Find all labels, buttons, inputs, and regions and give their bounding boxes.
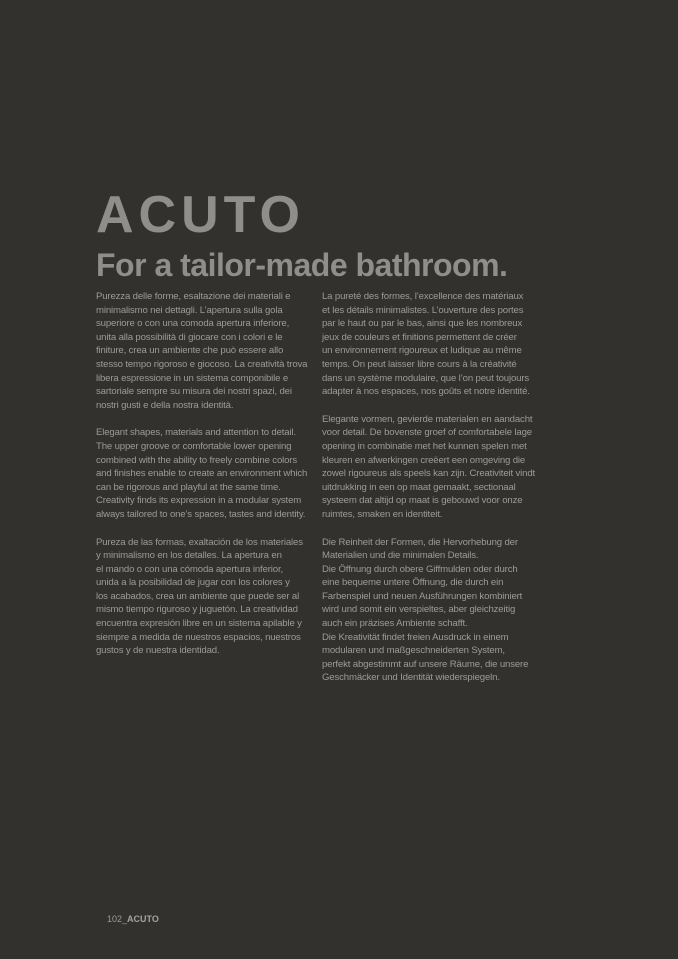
paragraph-german — [322, 536, 534, 686]
text-line: uitdrukking in een op maat gemaakt, sectionaal — [322, 481, 516, 493]
text-line: stesso tempo rigoroso e giocoso. La creatività trova — [96, 358, 308, 370]
right-text-column — [322, 290, 534, 699]
text-line: dans un système modulaire, que l’on peut toujours — [322, 372, 530, 384]
text-line: superiore o con una comoda apertura inferiore, — [96, 318, 290, 330]
text-line: Creativity finds its expression in a modular system — [96, 495, 302, 507]
text-line: voor detail. De bovenste groef of comfortabele lage — [322, 427, 532, 439]
text-line: Materialien und die minimalen Details. — [322, 550, 479, 562]
text-line: systeem dat altijd op maat is gebouwd voor onze — [322, 495, 523, 507]
footer-brand: ACUTO — [127, 914, 159, 924]
text-line: los acabados, crea un ambiente que puede ser al — [96, 590, 300, 602]
text-line: mismo tiempo riguroso y juguetón. La creatividad — [96, 604, 298, 616]
text-line: Pureza de las formas, exaltación de los materiales — [96, 536, 303, 548]
text-line: nostri gusti e della nostra identità. — [96, 399, 234, 411]
text-line: unida a la posibilidad de jugar con los colores y — [96, 577, 290, 589]
text-line: and finishes enable to create an environment which — [96, 468, 308, 480]
text-line: Farbenspiel und neuen Ausführungen kombiniert — [322, 590, 523, 602]
text-line: auch ein präzises Ambiente schafft. — [322, 618, 468, 630]
text-line: y minimalismo en los detalles. La apertura en — [96, 550, 282, 562]
paragraph-italian — [96, 290, 308, 412]
text-line: perfekt abgestimmt auf unsere Räume, die unsere — [322, 658, 529, 670]
text-line: temps. On peut laisser libre cours à la créativité — [322, 358, 517, 370]
text-line: Elegant shapes, materials and attention to detail. — [96, 427, 296, 439]
text-line: eine bequeme untere Öffnung, die durch ein — [322, 577, 504, 589]
text-line: adapter à nos espaces, nos goûts et notre identité. — [322, 386, 530, 398]
paragraph-english — [96, 426, 308, 521]
text-line: Geschmäcker und Identität wiederspiegeln. — [322, 672, 500, 684]
text-line: Die Öffnung durch obere Giffmulden oder durch — [322, 563, 518, 575]
text-line: ruimtes, smaken en identiteit. — [322, 508, 443, 520]
text-line: el mando o con una cómoda apertura inferior, — [96, 563, 283, 575]
text-line: always tailored to one’s spaces, tastes and identity. — [96, 508, 306, 520]
text-line: unita alla possibilità di giocare con i colori e le — [96, 331, 283, 343]
paragraph-dutch — [322, 413, 534, 522]
paragraph-french — [322, 290, 534, 399]
text-line: Purezza delle forme, esaltazione dei materiali e — [96, 291, 291, 302]
text-line: Die Kreativität findet freien Ausdruck in einem — [322, 631, 509, 643]
text-line: sartoriale sempre su misura dei nostri spazi, dei — [96, 386, 292, 398]
page-footer — [107, 913, 159, 925]
text-line: siempre a medida de nuestros espacios, nuestros — [96, 631, 301, 643]
text-line: Elegante vormen, gevierde materialen en aandacht — [322, 413, 533, 425]
text-line: modularen und maßgeschneiderten System, — [322, 645, 505, 657]
text-line: et les détails minimalistes. L’ouverture des portes — [322, 304, 524, 316]
text-line: The upper groove or comfortable lower opening — [96, 440, 292, 452]
text-line: un environnement rigoureux et ludique au même — [322, 345, 522, 357]
text-line: wird und somit ein verspieltes, aber gleichzeitig — [322, 604, 516, 616]
text-line: can be rigorous and playful at the same time. — [96, 481, 281, 493]
text-line: combined with the ability to freely combine colors — [96, 454, 297, 466]
page-number: 102_ — [107, 914, 128, 924]
text-line: finiture, crea un ambiente che può essere allo — [96, 345, 284, 357]
text-line: encuentra expresión libre en un sistema apilable y — [96, 618, 302, 630]
page-subtitle: For a tailor-made bathroom. — [96, 247, 508, 283]
text-line: Die Reinheit der Formen, die Hervorhebung der — [322, 536, 518, 548]
paragraph-spanish — [96, 536, 308, 658]
text-line: par le haut ou par le bas, ainsi que les nombreux — [322, 318, 523, 330]
text-line: libera espressione in un sistema componibile e — [96, 372, 289, 384]
text-line: La pureté des formes, l’excellence des matériaux — [322, 291, 524, 302]
text-line: kleuren en afwerkingen creëert een omgeving die — [322, 454, 526, 466]
text-line: minimalismo nei dettagli. L’apertura sulla gola — [96, 304, 283, 316]
left-text-column — [96, 290, 308, 672]
text-line: opening in combinatie met het kunnen spelen met — [322, 440, 527, 452]
text-line: zowel rigoureus als speels kan zijn. Creativiteit vindt — [322, 468, 536, 480]
text-line: jeux de couleurs et finitions permettent de créer — [322, 331, 517, 343]
text-line: gustos y de nuestra identidad. — [96, 645, 220, 657]
page-title: ACUTO — [96, 186, 305, 244]
